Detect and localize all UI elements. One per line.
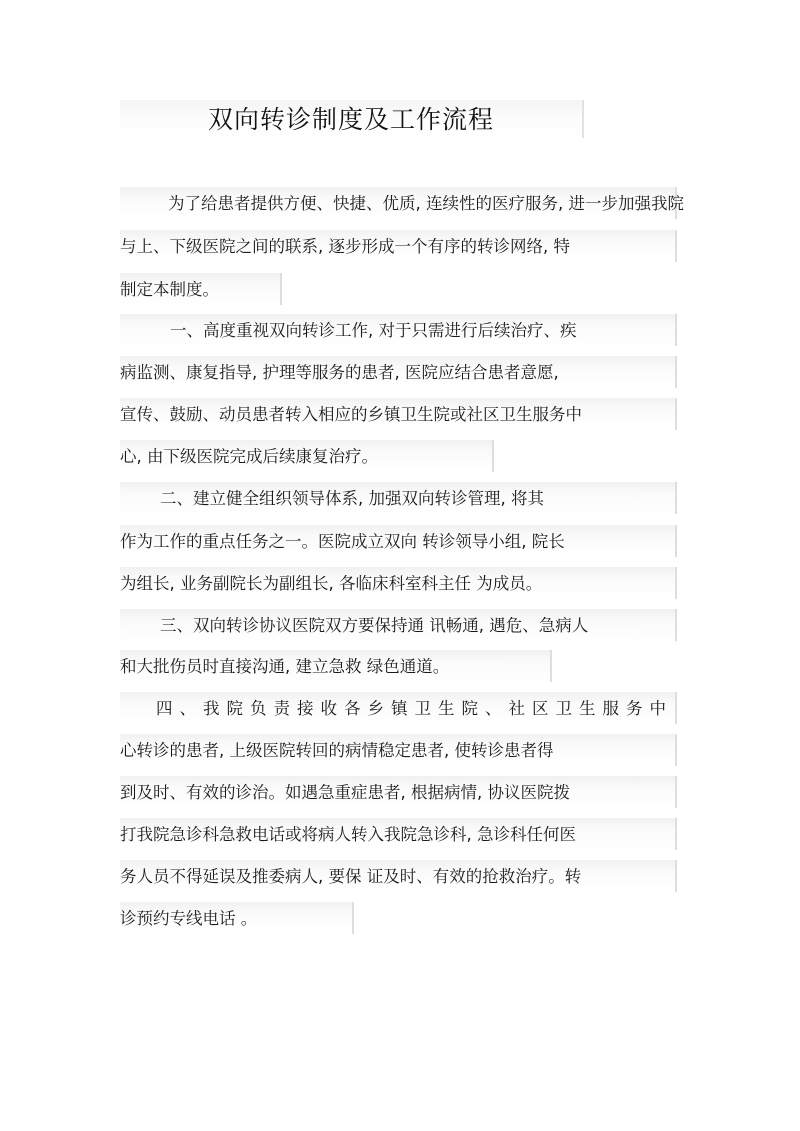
section-two-line: 作为工作的重点任务之一。医院成立双向 转诊领导小组, 院长	[120, 532, 565, 551]
paragraph-intro-line: 为了给患者提供方便、快捷、优质, 连续性的医疗服务, 进一步加强我院	[168, 194, 684, 213]
section-four-line: 四、我院负责接收各乡镇卫生院、社区卫生服务中	[156, 699, 673, 718]
paragraph-intro-line: 制定本制度。	[120, 280, 219, 299]
section-one-line: 心, 由下级医院完成后续康复治疗。	[120, 447, 378, 466]
section-four-line: 务人员不得延误及推委病人, 要保 证及时、有效的抢救治疗。转	[120, 867, 582, 886]
section-two-line: 二、建立健全组织领导体系, 加强双向转诊管理, 将其	[160, 489, 544, 508]
paragraph-intro-line: 与上、下级医院之间的联系, 逐步形成一个有序的转诊网络, 特	[120, 237, 570, 256]
section-one-line: 病监测、康复指导, 护理等服务的患者, 医院应结合患者意愿,	[120, 363, 559, 382]
section-three-line: 三、双向转诊协议医院双方要保持通 讯畅通, 遇危、急病人	[160, 616, 589, 635]
section-four-line: 心转诊的患者, 上级医院转回的病情稳定患者, 使转诊患者得	[120, 741, 554, 760]
section-three-line: 和大批伤员时直接沟通, 建立急救 绿色通道。	[120, 657, 450, 676]
section-four-line: 打我院急诊科急救电话或将病人转入我院急诊科, 急诊科任何医	[120, 825, 576, 844]
section-two-line: 为组长, 业务副院长为副组长, 各临床科室科主任 为成员。	[120, 574, 543, 593]
section-one-line: 一、高度重视双向转诊工作, 对于只需进行后续治疗、疾	[170, 321, 577, 340]
section-four-line: 到及时、有效的诊治。如遇急重症患者, 根据病情, 协议医院拨	[120, 783, 570, 802]
section-four-line: 诊预约专线电话 。	[120, 909, 258, 928]
section-one-line: 宣传、鼓励、动员患者转入相应的乡镇卫生院或社区卫生服务中	[120, 405, 582, 424]
page-title: 双向转诊制度及工作流程	[207, 105, 494, 134]
